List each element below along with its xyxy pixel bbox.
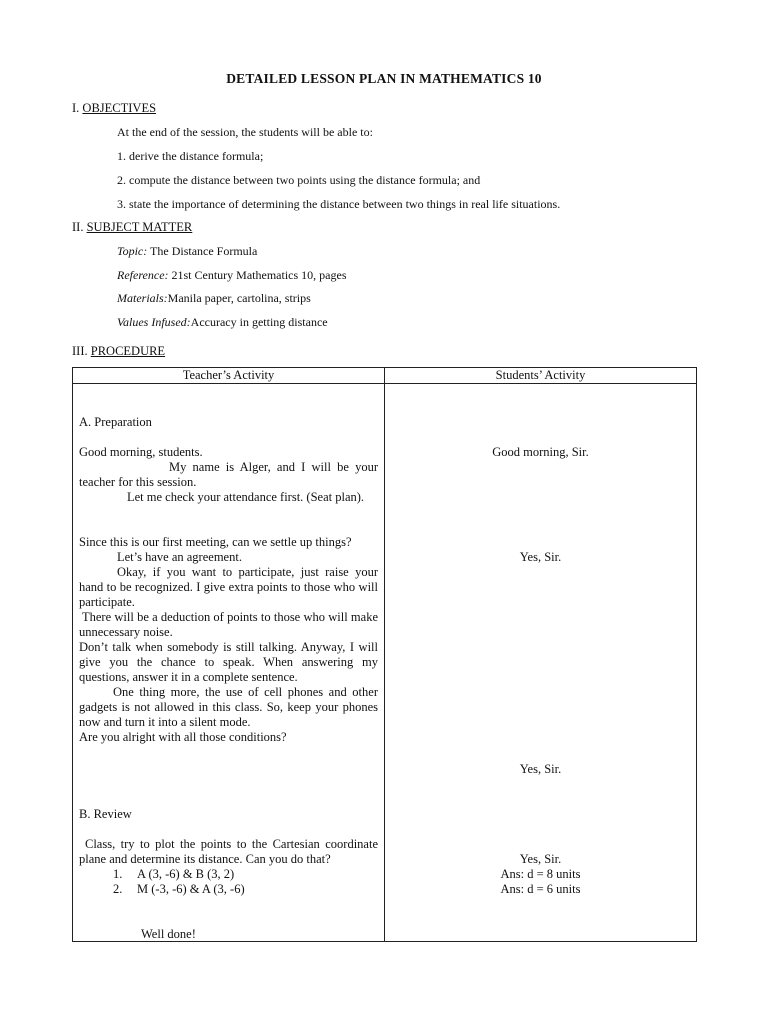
list-item: 2. M (-3, -6) & A (3, -6) — [113, 882, 245, 896]
objectives-intro: At the end of the session, the students will be able to: — [117, 125, 373, 139]
procedure-title: PROCEDURE — [90, 344, 166, 358]
topic-value: The Distance Formula — [150, 244, 258, 258]
student-answer-2: Ans: d = 6 units — [500, 882, 581, 896]
teacher-introduction: My name is Alger, and I will be your teacher for this session. — [79, 460, 378, 489]
materials-line — [117, 291, 311, 306]
values-label: Values Infused: — [117, 315, 191, 329]
teacher-agreement: Let’s have an agreement. — [117, 550, 242, 564]
student-answer-1: Ans: d = 8 units — [500, 867, 581, 881]
objective-item-3: 3. state the importance of determining the distance between two things in real life situations. — [117, 197, 561, 211]
column-header-students: Students’ Activity — [385, 368, 697, 384]
teacher-greeting: Good morning, students. — [79, 445, 203, 459]
subject-matter-number: II. — [72, 220, 84, 234]
table-row — [73, 384, 697, 942]
objective-item-1: 1. derive the distance formula; — [117, 149, 264, 163]
teacher-conditions-question: Are you alright with all those conditions? — [79, 730, 287, 744]
procedure-heading — [72, 344, 165, 359]
values-line — [117, 315, 328, 330]
reference-line — [117, 268, 346, 283]
values-value: Accuracy in getting distance — [190, 315, 328, 329]
objective-item-2: 2. compute the distance between two points using the distance formula; and — [117, 173, 481, 187]
students-activity-cell — [385, 384, 697, 942]
review-heading: B. Review — [79, 807, 132, 821]
student-response-conditions: Yes, Sir. — [519, 762, 562, 776]
student-response-greeting: Good morning, Sir. — [492, 445, 589, 459]
subject-matter-title: SUBJECT MATTER — [86, 220, 193, 234]
teacher-attendance: Let me check your attendance first. (Seat plan). — [127, 490, 365, 504]
procedure-number: III. — [72, 344, 88, 358]
teacher-talking-rule: Don’t talk when somebody is still talking. Anyway, I will give you the chance to speak. When answering my questions, answer it in a complete sentence. — [79, 640, 378, 684]
objectives-title: OBJECTIVES — [82, 101, 157, 115]
topic-line — [117, 244, 257, 259]
teacher-noise-rule: There will be a deduction of points to those who will make unnecessary noise. — [79, 610, 378, 639]
preparation-heading: A. Preparation — [79, 415, 152, 429]
student-response-review: Yes, Sir. — [519, 852, 562, 866]
teacher-first-meeting: Since this is our first meeting, can we settle up things? — [79, 535, 352, 549]
list-item: 1. A (3, -6) & B (3, 2) — [113, 867, 235, 881]
subject-matter-heading — [72, 220, 192, 235]
teacher-participation-rule: Okay, if you want to participate, just raise your hand to be recognized. I give extra points to those who will participate. — [79, 565, 378, 609]
student-response-agree: Yes, Sir. — [519, 550, 562, 564]
teacher-well-done: Well done! — [141, 927, 196, 941]
teacher-gadget-rule: One thing more, the use of cell phones and other gadgets is not allowed in this class. So, keep your phones now and turn it into a silent mode. — [79, 685, 378, 729]
objectives-number: I. — [72, 101, 80, 115]
topic-label: Topic: — [117, 244, 148, 258]
reference-value: 21st Century Mathematics 10, pages — [171, 268, 347, 282]
column-header-teacher: Teacher’s Activity — [73, 368, 385, 384]
procedure-table — [72, 367, 697, 942]
reference-label: Reference: — [117, 268, 169, 282]
materials-value: Manila paper, cartolina, strips — [167, 291, 311, 305]
teacher-review-instruction: Class, try to plot the points to the Cartesian coordinate plane and determine its distance. Can you do that? — [79, 837, 378, 866]
review-problem-list — [73, 867, 384, 897]
table-header-row — [73, 368, 697, 384]
teacher-activity-cell — [73, 384, 385, 942]
document-title: DETAILED LESSON PLAN IN MATHEMATICS 10 — [226, 71, 542, 86]
materials-label: Materials: — [117, 291, 168, 305]
objectives-heading — [72, 101, 156, 116]
